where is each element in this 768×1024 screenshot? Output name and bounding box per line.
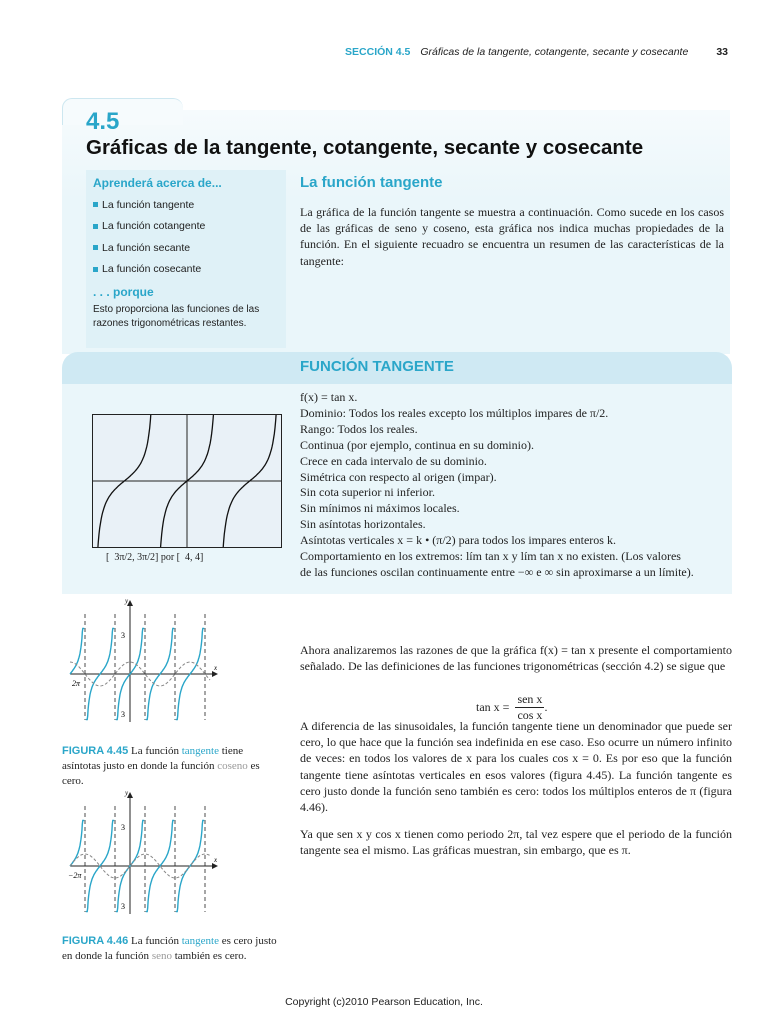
caption-text: también es cero. bbox=[174, 950, 247, 962]
intro-paragraph: La gráfica de la función tangente se muestra a continuación. Como sucede en los casos de las gráficas de seno y coseno, esta gráfica nos indica muchas propiedades de la función. En el siguiente recuadro se encuentra un resumen de las características de la tangente: bbox=[300, 205, 724, 268]
figure-label: FIGURA 4.46 bbox=[62, 935, 129, 947]
caption-tangent-word: tangente bbox=[181, 745, 219, 757]
because-heading: . . . porque bbox=[93, 285, 154, 299]
formula-lhs: tan x = bbox=[476, 700, 510, 714]
section-number: 4.5 bbox=[86, 108, 120, 135]
copyright-footer: Copyright (c)2010 Pearson Education, Inc. bbox=[285, 996, 483, 1008]
property-line: Asíntotas verticales x = k • (π/2) para todos los impares enteros k. bbox=[300, 533, 616, 548]
caption-tangent-word: tangente bbox=[181, 935, 219, 947]
section-title: Gráficas de la tangente, cotangente, secante y cosecante bbox=[86, 136, 644, 159]
formula-numerator: sen x bbox=[517, 692, 543, 706]
section-tab bbox=[62, 98, 183, 125]
figure-4-46-svg bbox=[62, 788, 222, 918]
property-line: Continua (por ejemplo, continua en su dominio). bbox=[300, 437, 534, 452]
property-line: Comportamiento en los extremos: lím tan x y lím tan x no existen. (Los valores bbox=[300, 549, 681, 564]
property-line: de las funciones oscilan continuamente entre −∞ e ∞ sin aproximarse a un límite). bbox=[300, 564, 694, 579]
learn-item: La función secante bbox=[93, 237, 205, 259]
caption-text: La función bbox=[130, 745, 179, 757]
x-tick-label-left: −2π bbox=[68, 871, 82, 880]
asymptote-lines bbox=[85, 806, 205, 912]
learn-item: La función tangente bbox=[93, 194, 205, 216]
y-axis-label: y bbox=[125, 789, 129, 797]
caption-text: tiene asíntotas justo en donde la función bbox=[62, 745, 244, 772]
body-paragraph-3: Ya que sen x y cos x tienen como periodo 2π, tal vez espere que el periodo de la función tangente sea el mismo. Las gráficas muestran, sin embargo, que es π. bbox=[300, 827, 732, 858]
caption-sine-word: seno bbox=[151, 950, 172, 962]
learn-heading: Aprenderá acerca de... bbox=[93, 176, 222, 190]
x-axis-label: x bbox=[214, 664, 218, 672]
running-head bbox=[345, 46, 728, 58]
caption-cosine-word: coseno bbox=[217, 760, 248, 772]
tangent-branch bbox=[70, 628, 84, 674]
y-tick-label-top: 3 bbox=[121, 631, 125, 640]
caption-text: La función bbox=[130, 935, 179, 947]
y-tick-label-top: 3 bbox=[121, 823, 125, 832]
property-line: Simétrica con respecto al origen (impar). bbox=[300, 469, 497, 484]
tangent-graph bbox=[92, 414, 282, 548]
page-number: 33 bbox=[716, 46, 728, 58]
property-line: Sin asíntotas horizontales. bbox=[300, 517, 426, 532]
running-head-title: Gráficas de la tangente, cotangente, secante y cosecante bbox=[420, 46, 689, 58]
y-tick-label-bottom: 3 bbox=[121, 902, 125, 911]
y-tick-label-bottom: 3 bbox=[121, 710, 125, 719]
figure-4-46-caption bbox=[62, 934, 280, 964]
tangent-graph-svg bbox=[93, 415, 281, 547]
figure-4-45-caption bbox=[62, 744, 280, 789]
property-line: Dominio: Todos los reales excepto los múltiplos impares de π/2. bbox=[300, 405, 609, 420]
property-line: f(x) = tan x. bbox=[300, 390, 358, 404]
x-tick-label-left: 2π bbox=[72, 679, 81, 688]
because-text: Esto proporciona las funciones de las razones trigonométricas restantes. bbox=[93, 304, 260, 329]
body-paragraph-1: Ahora analizaremos las razones de que la gráfica f(x) = tan x presente el comportamiento señalado. De las definiciones de las funciones trigonométricas (sección 4.2) se sigue que bbox=[300, 643, 732, 674]
caption-text: es cero. bbox=[62, 760, 260, 787]
subsection-heading: La función tangente bbox=[300, 174, 443, 191]
y-axis-label: y bbox=[125, 597, 129, 605]
property-line: Rango: Todos los reales. bbox=[300, 421, 418, 436]
property-line: Sin cota superior ni inferior. bbox=[300, 485, 435, 500]
tangent-box-heading: FUNCIÓN TANGENTE bbox=[300, 358, 454, 375]
formula-period: . bbox=[544, 700, 548, 714]
property-line: Crece en cada intervalo de su dominio. bbox=[300, 453, 487, 468]
property-line: Sin mínimos ni máximos locales. bbox=[300, 501, 460, 516]
running-head-section: SECCIÓN 4.5 bbox=[345, 46, 411, 58]
tangent-branch bbox=[70, 820, 84, 866]
figure-4-45-svg bbox=[62, 596, 222, 724]
tangent-properties bbox=[300, 390, 728, 581]
figure-4-46-graph bbox=[62, 788, 222, 918]
figure-4-45-graph bbox=[62, 596, 222, 724]
asymptote-lines bbox=[85, 614, 205, 720]
formula-denominator: cos x bbox=[517, 708, 543, 722]
body-paragraph-2: A diferencia de las sinusoidales, la función tangente tiene un denominador que puede ser cero, lo que hace que la función sea indefinida en ese caso. Eso ocurre un número infinito de veces: en todos los valores de x para los cuales cos x = 0. Es por eso que la función tangente tiene asíntotas verticales en esos valores (figura 4.45). La función tangente es cero justo donde la función seno también es cero: todos los múltiplos enteros de π (figura 4.46). bbox=[300, 719, 732, 815]
learn-list bbox=[93, 194, 205, 280]
caption-text: es cero justo en donde la función bbox=[62, 935, 277, 962]
x-axis-label: x bbox=[214, 856, 218, 864]
learn-item: La función cotangente bbox=[93, 216, 205, 238]
learn-item: La función cosecante bbox=[93, 259, 205, 281]
figure-label: FIGURA 4.45 bbox=[62, 745, 129, 757]
graph-window-caption: [ 3π/2, 3π/2] por [ 4, 4] bbox=[106, 552, 204, 563]
